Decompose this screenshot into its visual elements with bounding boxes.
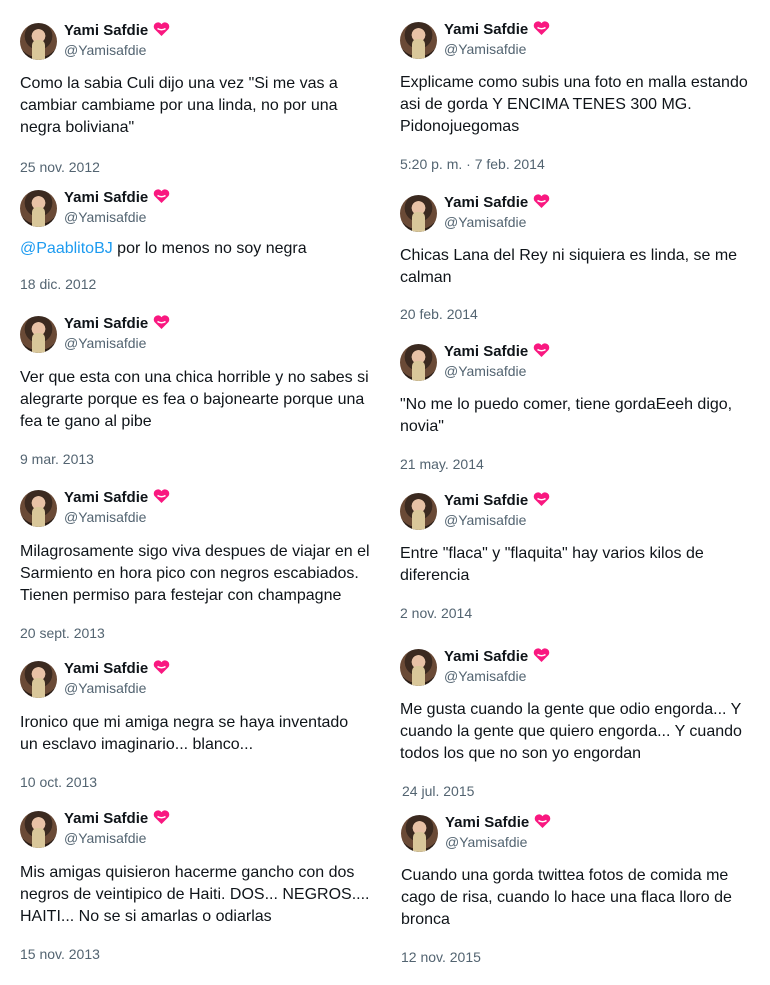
mention-link[interactable]: @PaablitoBJ: [20, 240, 113, 257]
handle[interactable]: @Yamisafdie: [64, 680, 147, 696]
display-name[interactable]: Yami Safdie: [444, 648, 550, 666]
handle[interactable]: @Yamisafdie: [64, 830, 147, 846]
avatar[interactable]: [400, 649, 437, 686]
avatar[interactable]: [20, 811, 57, 848]
tweet-text: Me gusta cuando la gente que odio engorda... Y cuando la gente que quiero engorda... Y cuando todos los que no son yo engordan: [400, 701, 742, 762]
tweet-text: Milagrosamente sigo viva despues de viajar en el Sarmiento en hora pico con negros escabiados. Tienen permiso para festejar con champagne: [20, 543, 370, 604]
avatar[interactable]: [401, 815, 438, 852]
tweet[interactable]: [20, 316, 380, 468]
display-name[interactable]: Yami Safdie: [64, 189, 170, 207]
heart-icon: [533, 648, 550, 663]
heart-icon: [534, 814, 551, 829]
tweet-date[interactable]: 24 jul. 2015: [402, 783, 475, 799]
avatar[interactable]: [400, 22, 437, 59]
tweet[interactable]: [20, 661, 380, 791]
tweet-text: Como la sabia Culi dijo una vez "Si me vas a cambiar cambiame por una linda, no por una negra boliviana": [20, 75, 338, 136]
avatar[interactable]: [20, 190, 57, 227]
tweet-text: Ironico que mi amiga negra se haya inventado un esclavo imaginario... blanco...: [20, 714, 349, 753]
handle[interactable]: @Yamisafdie: [444, 214, 527, 230]
handle[interactable]: @Yamisafdie: [64, 509, 147, 525]
handle[interactable]: @Yamisafdie: [64, 335, 147, 351]
tweet-date[interactable]: 20 feb. 2014: [400, 306, 478, 322]
display-name[interactable]: Yami Safdie: [444, 194, 550, 212]
tweet[interactable]: [400, 493, 760, 622]
handle[interactable]: @Yamisafdie: [64, 209, 147, 225]
avatar[interactable]: [400, 195, 437, 232]
tweet-text: Ver que esta con una chica horrible y no sabes si alegrarte porque es fea o bajonearte porque una fea te gano al pibe: [20, 369, 369, 430]
display-name[interactable]: Yami Safdie: [444, 492, 550, 510]
handle[interactable]: @Yamisafdie: [444, 512, 527, 528]
avatar[interactable]: [20, 23, 57, 60]
tweet-date[interactable]: 21 may. 2014: [400, 456, 484, 472]
handle[interactable]: @Yamisafdie: [444, 668, 527, 684]
tweet-date[interactable]: 10 oct. 2013: [20, 774, 98, 790]
tweet-date[interactable]: 25 nov. 2012: [20, 159, 100, 175]
tweet-date[interactable]: 9 mar. 2013: [20, 451, 94, 467]
tweet-text: Entre "flaca" y "flaquita" hay varios kilos de diferencia: [400, 545, 704, 584]
display-name[interactable]: Yami Safdie: [64, 660, 170, 678]
tweet[interactable]: [401, 815, 761, 966]
handle[interactable]: @Yamisafdie: [64, 42, 147, 58]
tweet-date[interactable]: 5:20 p. m. · 7 feb. 2014: [400, 156, 545, 172]
heart-icon: [153, 489, 170, 504]
tweet[interactable]: [400, 22, 760, 173]
display-name[interactable]: Yami Safdie: [445, 814, 551, 832]
handle[interactable]: @Yamisafdie: [445, 834, 528, 850]
tweet-date[interactable]: 12 nov. 2015: [401, 949, 481, 965]
tweet-text: Chicas Lana del Rey ni siquiera es linda, se me calman: [400, 247, 738, 286]
tweet-text: "No me lo puedo comer, tiene gordaEeeh digo, novia": [400, 396, 733, 435]
display-name[interactable]: Yami Safdie: [64, 22, 170, 40]
display-name[interactable]: Yami Safdie: [64, 489, 170, 507]
tweet-text: Cuando una gorda twittea fotos de comida me cago de risa, cuando lo hace una flaca lloro de bronca: [401, 867, 732, 928]
tweet-date[interactable]: 20 sept. 2013: [20, 625, 105, 641]
tweet-text: Explicame como subis una foto en malla estando asi de gorda Y ENCIMA TENES 300 MG. Pidonojuegomas: [400, 74, 748, 135]
avatar[interactable]: [20, 316, 57, 353]
avatar[interactable]: [20, 490, 57, 527]
heart-icon: [533, 194, 550, 209]
handle[interactable]: @Yamisafdie: [444, 41, 527, 57]
tweet[interactable]: [20, 811, 380, 963]
tweet[interactable]: [400, 195, 760, 323]
heart-icon: [153, 660, 170, 675]
tweet-text: @PaablitoBJ por lo menos no soy negra: [20, 240, 307, 257]
tweet-text: Mis amigas quisieron hacerme gancho con dos negros de veintipico de Haiti. DOS... NEGROS.... HAITI... No se si amarlas o odiarlas: [20, 864, 370, 925]
avatar[interactable]: [400, 493, 437, 530]
tweet-date[interactable]: 2 nov. 2014: [400, 605, 473, 621]
tweet[interactable]: [400, 649, 760, 800]
display-name[interactable]: Yami Safdie: [444, 21, 550, 39]
avatar[interactable]: [20, 661, 57, 698]
heart-icon: [153, 810, 170, 825]
handle[interactable]: @Yamisafdie: [444, 363, 527, 379]
heart-icon: [153, 189, 170, 204]
tweet[interactable]: [400, 344, 760, 473]
tweet[interactable]: [20, 190, 380, 293]
tweet-date[interactable]: 15 nov. 2013: [20, 946, 100, 962]
display-name[interactable]: Yami Safdie: [64, 810, 170, 828]
heart-icon: [533, 21, 550, 36]
heart-icon: [153, 315, 170, 330]
avatar[interactable]: [400, 344, 437, 381]
display-name[interactable]: Yami Safdie: [444, 343, 550, 361]
tweet-date[interactable]: 18 dic. 2012: [20, 276, 97, 292]
heart-icon: [533, 492, 550, 507]
display-name[interactable]: Yami Safdie: [64, 315, 170, 333]
heart-icon: [153, 22, 170, 37]
tweet[interactable]: [20, 490, 380, 642]
tweet[interactable]: [20, 23, 380, 176]
heart-icon: [533, 343, 550, 358]
